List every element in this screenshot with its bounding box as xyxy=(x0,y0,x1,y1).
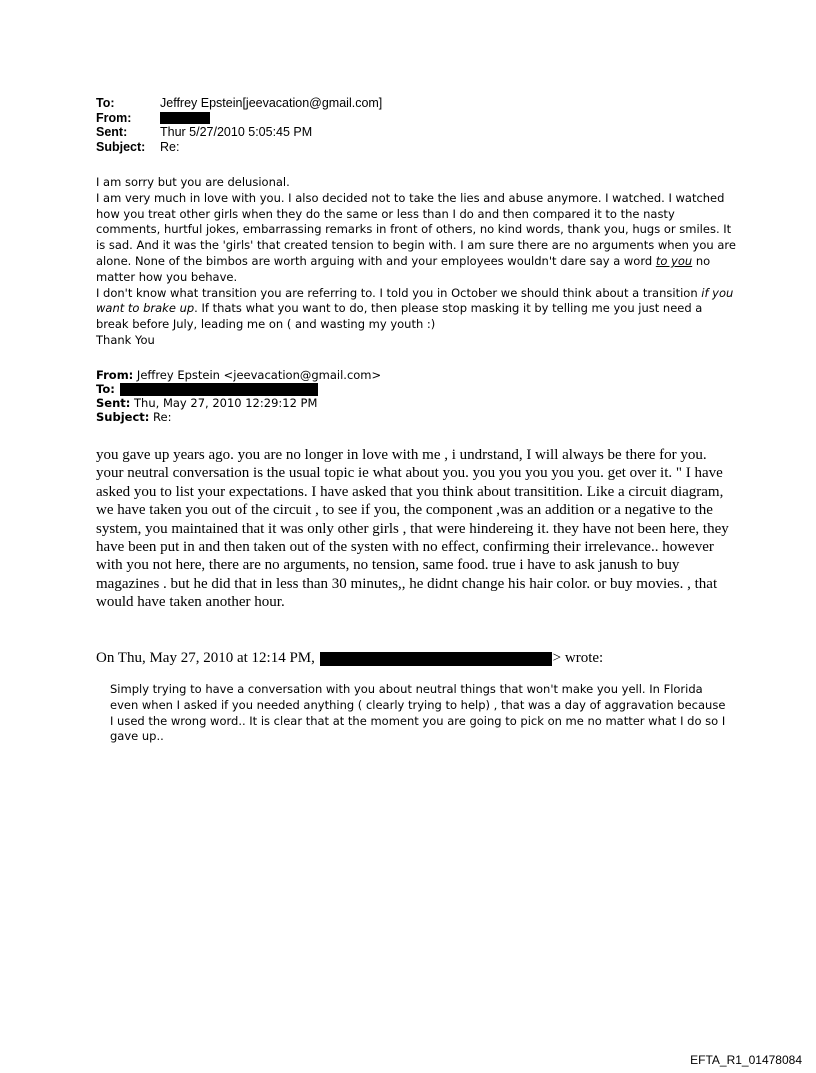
message-paragraph: Simply trying to have a conversation with you about neutral things that won't make you yell. In Florida even when I asked if you needed anything ( clearly trying to help) , that was a day of aggravation because I used the wrong word.. It is clear that at the moment you are going to pick on me no matter what I do so I gave up.. xyxy=(110,682,726,744)
emphasized-text: if you want to brake up xyxy=(96,285,734,316)
header-from-row xyxy=(96,111,382,126)
quote-attribution xyxy=(96,649,603,667)
message-text: . If thats what you want to do, then please stop masking it by telling me you just need a break before July, leading me on ( and wasting my youth :) xyxy=(96,301,703,332)
from-label: From: xyxy=(96,110,132,125)
to-value: Jeffrey Epstein[jeevacation@gmail.com] xyxy=(160,96,383,110)
from-value: Jeffrey Epstein <jeevacation@gmail.com> xyxy=(133,368,382,382)
document-id: EFTA_R1_01478084 xyxy=(690,1053,802,1067)
header-subject-row xyxy=(96,410,381,424)
message-paragraph: you gave up years ago. you are no longer in love with me , i undrstand, I will always be there for you. your neutral conversation is the usual topic ie what about you. you you you you you. get over it. " I have asked you to list your expectations. I have asked that you think about transitition. Like a circuit diagram, we have taken you out of the circuit , to see if you, the component ,was an addition or a negative to the system, you maintained that it was only other girls , that were hindereing it. they have not been here, they have been put in and then taken out of the systen with no effect, confirming their irrelevance.. however with you not here, there are no arguments, no tension, same food. true i have to ask janush to buy magazines . but he did that in less than 30 minutes,, he didnt change his hair color. or buy movies. , that would have taken another hour. xyxy=(96,447,729,611)
message-body-reply xyxy=(96,446,736,612)
subject-value: Re: xyxy=(160,139,180,154)
message-paragraph xyxy=(96,191,736,286)
quote-attribution-suffix: > wrote: xyxy=(552,650,604,666)
message-text: I am very much in love with you. I also decided not to take the lies and abuse anymore. I watched. I watched how you treat other girls when they do the same or less than I do and then compared it to the nasty comments, hurtful jokes, embarrassing remarks in front of others, no kind words, thank you, hugs or smiles. It is sad. And it was the 'girls' that created tension to begin with. I am sure there are no arguments when you are alone. None of the bimbos are worth arguing with and your employees wouldn't dare say a word xyxy=(96,190,736,268)
message-signoff: Thank You xyxy=(96,332,155,347)
subject-value: Re: xyxy=(149,410,172,424)
redaction-box xyxy=(160,112,210,124)
redaction-box xyxy=(120,383,318,396)
subject-label: Subject: xyxy=(96,139,146,154)
header-subject-row xyxy=(96,140,382,155)
header-sent-row xyxy=(96,125,382,140)
sent-value: Thu, May 27, 2010 12:29:12 PM xyxy=(130,396,318,410)
message-text: no matter how you behave. xyxy=(96,253,711,284)
emphasized-text: to you xyxy=(655,253,693,268)
redaction-box xyxy=(320,652,552,666)
email-header-primary xyxy=(96,96,382,154)
to-label: To: xyxy=(96,382,115,396)
header-to-row xyxy=(96,382,381,396)
message-body-primary xyxy=(96,175,736,349)
quoted-message xyxy=(110,682,730,745)
sent-label: Sent: xyxy=(96,396,131,410)
message-line: I am sorry but you are delusional. xyxy=(96,175,290,189)
message-paragraph xyxy=(96,286,736,333)
subject-label: Subject: xyxy=(96,410,150,424)
to-label: To: xyxy=(96,96,115,110)
header-to-row xyxy=(96,96,382,111)
message-text: I don't know what transition you are referring to. I told you in October we should think about a transition xyxy=(96,285,702,300)
from-label: From: xyxy=(96,368,134,382)
sent-value: Thur 5/27/2010 5:05:45 PM xyxy=(160,125,313,139)
quote-attribution-prefix: On Thu, May 27, 2010 at 12:14 PM, xyxy=(96,650,319,666)
header-sent-row xyxy=(96,396,381,410)
header-from-row xyxy=(96,368,381,382)
email-header-quoted xyxy=(96,368,381,424)
sent-label: Sent: xyxy=(96,125,128,139)
